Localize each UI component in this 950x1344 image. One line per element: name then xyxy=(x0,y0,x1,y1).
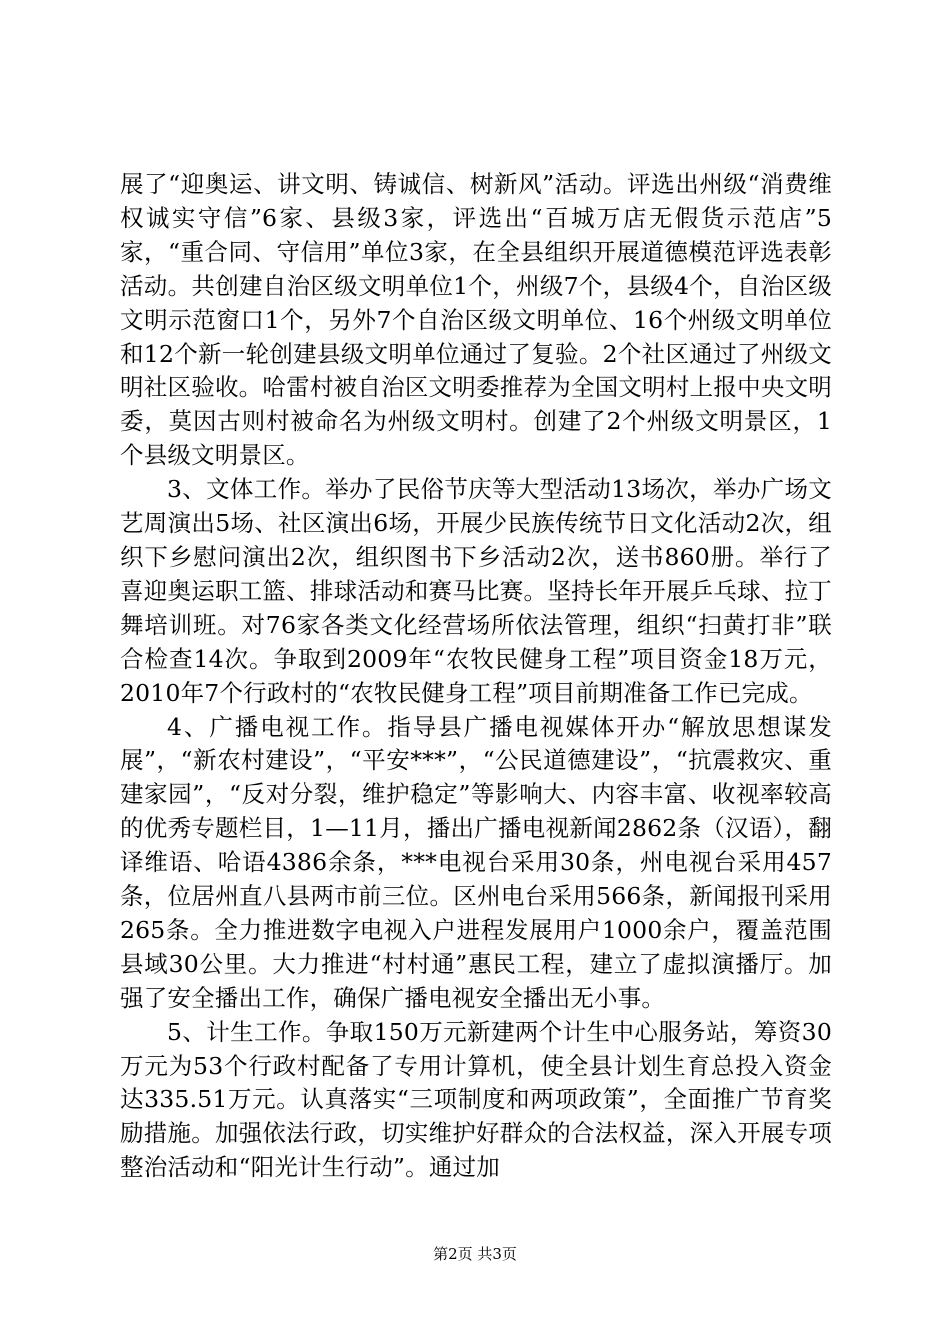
paragraph-family-planning: 5、计生工作。争取150万元新建两个计生中心服务站，筹资30万元为53个行政村配备了专用计算机，使全县计划生育总投入资金达335.51万元。认真落实“三项制度和两项政策”，全面推广节育奖励措施。加强依法行政，切实维护好群众的合法权益，深入开展专项整治活动和“阳光计生行动”。通过加 xyxy=(120,1017,832,1182)
document-body xyxy=(120,168,832,1185)
paragraph-continued: 展了“迎奥运、讲文明、铸诚信、树新风”活动。评选出州级“消费维权诚实守信”6家、县级3家，评选出“百城万店无假货示范店”5家，“重合同、守信用”单位3家，在全县组织开展道德模范评选表彰活动。共创建自治区级文明单位1个，州级7个，县级4个，自治区级文明示范窗口1个，另外7个自治区级文明单位、16个州级文明单位和12个新一轮创建县级文明单位通过了复验。2个社区通过了州级文明社区验收。哈雷村被自治区文明委推荐为全国文明村上报中央文明委，莫因古则村被命名为州级文明村。创建了2个州级文明景区，1个县级文明景区。 xyxy=(120,170,832,470)
paragraph-culture-sports: 3、文体工作。举办了民俗节庆等大型活动13场次，举办广场文艺周演出5场、社区演出6场，开展少民族传统节日文化活动2次，组织下乡慰问演出2次，组织图书下乡活动2次，送书860册。举行了喜迎奥运职工篮、排球活动和赛马比赛。坚持长年开展乒乓球、拉丁舞培训班。对76家各类文化经营场所依法管理，组织“扫黄打非”联合检查14次。争取到2009年“农牧民健身工程”项目资金18万元，2010年7个行政村的“农牧民健身工程”项目前期准备工作已完成。 xyxy=(120,475,832,707)
page-number-label: 第2页 共3页 xyxy=(433,1245,517,1263)
paragraph-broadcast-tv: 4、广播电视工作。指导县广播电视媒体开办“解放思想谋发展”，“新农村建设”，“平安***”，“公民道德建设”，“抗震救灾、重建家园”，“反对分裂，维护稳定”等影响大、内容丰富、收视率较高的优秀专题栏目，1—11月，播出广播电视新闻2862条（汉语），翻译维语、哈语4386余条，***电视台采用30条，州电视台采用457条，位居州直八县两市前三位。区州电台采用566条，新闻报刊采用265条。全力推进数字电视入户进程发展用户1000余户，覆盖范围县域30公里。大力推进“村村通”惠民工程，建立了虚拟演播厅。加强了安全播出工作，确保广播电视安全播出无小事。 xyxy=(120,712,832,1012)
page-footer xyxy=(0,1244,950,1264)
